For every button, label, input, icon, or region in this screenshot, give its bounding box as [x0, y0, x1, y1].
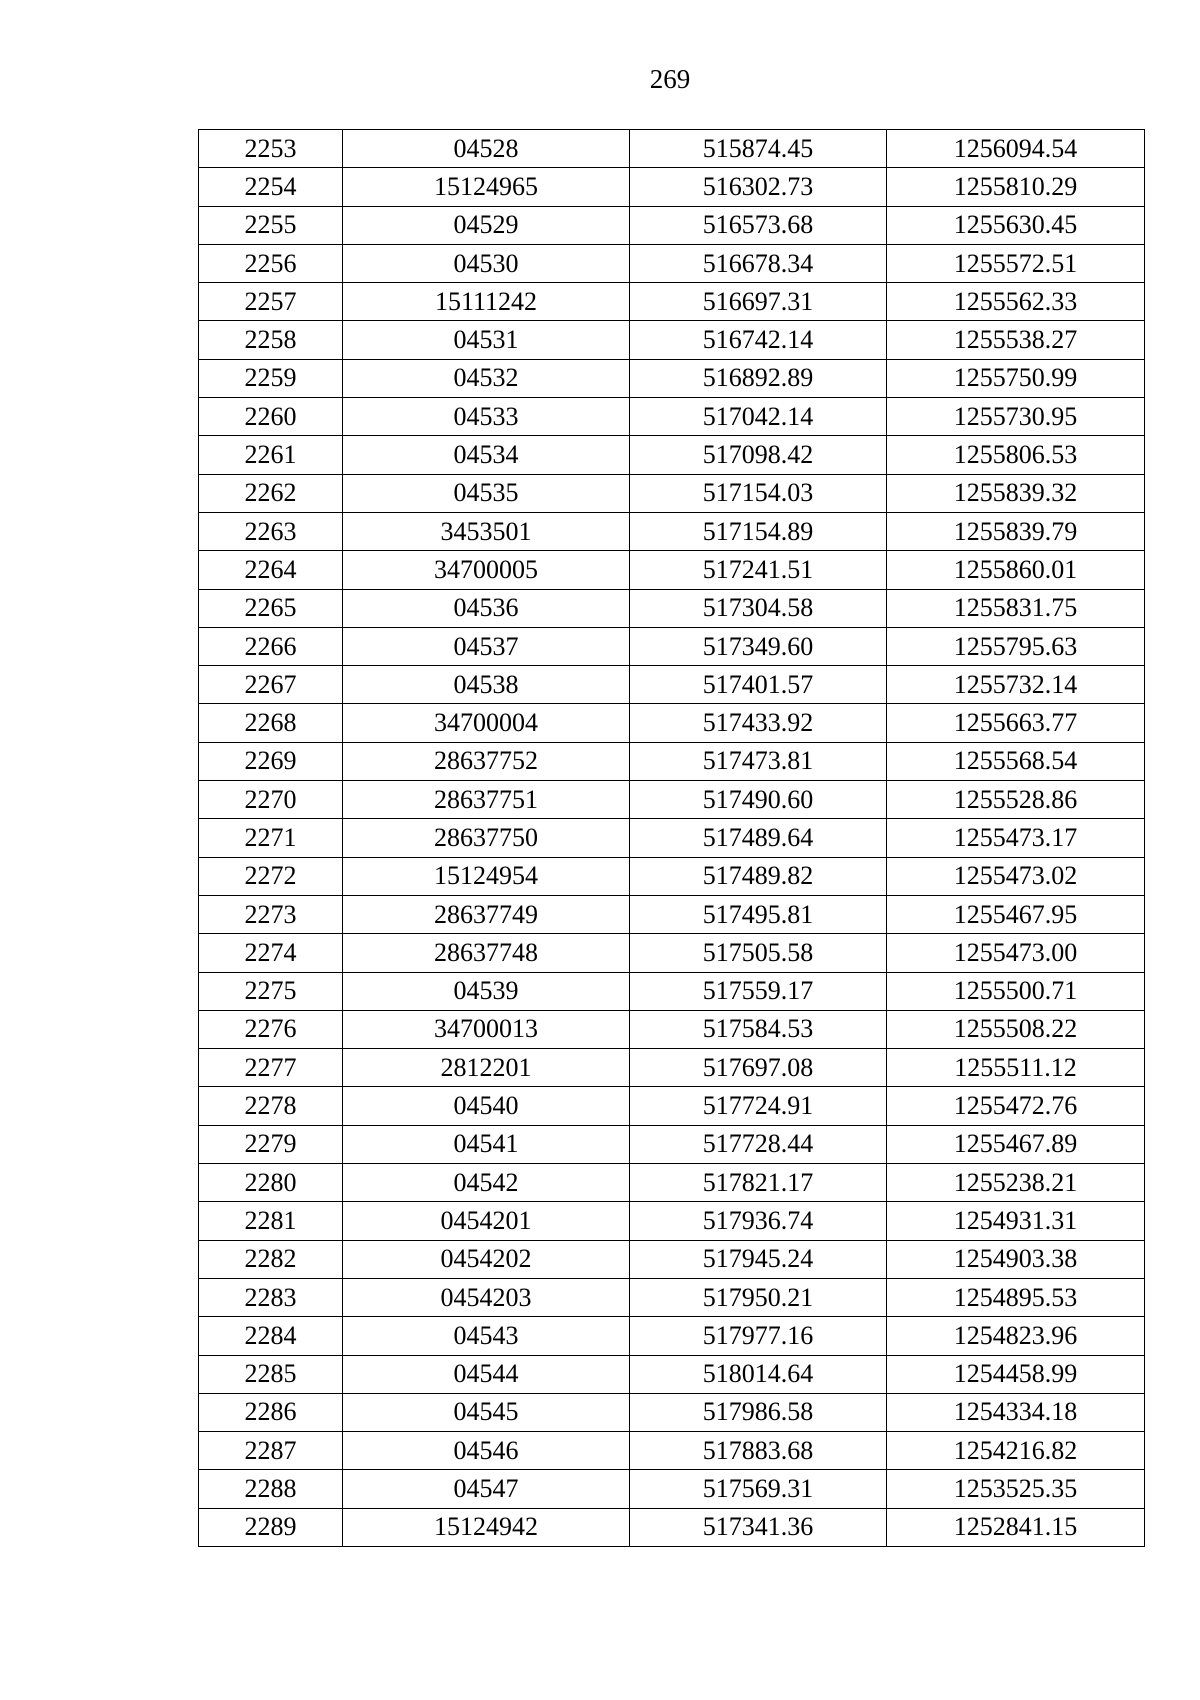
point-id-cell: 04544	[343, 1355, 630, 1393]
row-index-cell: 2261	[199, 436, 343, 474]
x-coordinate-cell: 517559.17	[630, 972, 887, 1010]
row-index-cell: 2270	[199, 781, 343, 819]
point-id-cell: 04529	[343, 206, 630, 244]
y-coordinate-cell: 1255750.99	[887, 359, 1145, 397]
table-row	[199, 436, 1145, 474]
table-row	[199, 359, 1145, 397]
table-row	[199, 168, 1145, 206]
row-index-cell: 2264	[199, 551, 343, 589]
point-id-cell: 04536	[343, 589, 630, 627]
y-coordinate-cell: 1255663.77	[887, 704, 1145, 742]
row-index-cell: 2279	[199, 1125, 343, 1163]
y-coordinate-cell: 1255511.12	[887, 1049, 1145, 1087]
table-row	[199, 1010, 1145, 1048]
row-index-cell: 2277	[199, 1049, 343, 1087]
row-index-cell: 2268	[199, 704, 343, 742]
table-row	[199, 704, 1145, 742]
point-id-cell: 34700005	[343, 551, 630, 589]
table-row	[199, 1278, 1145, 1316]
point-id-cell: 04546	[343, 1432, 630, 1470]
table-row	[199, 1125, 1145, 1163]
table-row	[199, 1049, 1145, 1087]
table-row	[199, 857, 1145, 895]
row-index-cell: 2289	[199, 1508, 343, 1546]
y-coordinate-cell: 1255473.00	[887, 934, 1145, 972]
x-coordinate-cell: 517724.91	[630, 1087, 887, 1125]
row-index-cell: 2260	[199, 398, 343, 436]
y-coordinate-cell: 1255528.86	[887, 781, 1145, 819]
point-id-cell: 3453501	[343, 512, 630, 550]
y-coordinate-cell: 1252841.15	[887, 1508, 1145, 1546]
x-coordinate-cell: 517950.21	[630, 1278, 887, 1316]
point-id-cell: 04539	[343, 972, 630, 1010]
table-row	[199, 1393, 1145, 1431]
table-row	[199, 551, 1145, 589]
y-coordinate-cell: 1255860.01	[887, 551, 1145, 589]
x-coordinate-cell: 517584.53	[630, 1010, 887, 1048]
table-row	[199, 627, 1145, 665]
point-id-cell: 28637752	[343, 742, 630, 780]
table-row	[199, 666, 1145, 704]
table-row	[199, 589, 1145, 627]
table-row	[199, 244, 1145, 282]
point-id-cell: 28637751	[343, 781, 630, 819]
table-row	[199, 283, 1145, 321]
table-row	[199, 1164, 1145, 1202]
table-row	[199, 206, 1145, 244]
x-coordinate-cell: 517495.81	[630, 895, 887, 933]
x-coordinate-cell: 517569.31	[630, 1470, 887, 1508]
table-row	[199, 1508, 1145, 1546]
table-body	[199, 130, 1145, 1547]
x-coordinate-cell: 517489.64	[630, 819, 887, 857]
x-coordinate-cell: 517986.58	[630, 1393, 887, 1431]
x-coordinate-cell: 517098.42	[630, 436, 887, 474]
x-coordinate-cell: 517821.17	[630, 1164, 887, 1202]
x-coordinate-cell: 517728.44	[630, 1125, 887, 1163]
point-id-cell: 04530	[343, 244, 630, 282]
x-coordinate-cell: 517304.58	[630, 589, 887, 627]
table-row	[199, 1432, 1145, 1470]
x-coordinate-cell: 518014.64	[630, 1355, 887, 1393]
row-index-cell: 2254	[199, 168, 343, 206]
table-row	[199, 321, 1145, 359]
x-coordinate-cell: 517490.60	[630, 781, 887, 819]
x-coordinate-cell: 517241.51	[630, 551, 887, 589]
row-index-cell: 2272	[199, 857, 343, 895]
point-id-cell: 04535	[343, 474, 630, 512]
point-id-cell: 28637749	[343, 895, 630, 933]
y-coordinate-cell: 1255467.95	[887, 895, 1145, 933]
x-coordinate-cell: 515874.45	[630, 130, 887, 168]
x-coordinate-cell: 516697.31	[630, 283, 887, 321]
x-coordinate-cell: 516892.89	[630, 359, 887, 397]
row-index-cell: 2281	[199, 1202, 343, 1240]
row-index-cell: 2263	[199, 512, 343, 550]
point-id-cell: 04533	[343, 398, 630, 436]
x-coordinate-cell: 517349.60	[630, 627, 887, 665]
point-id-cell: 04532	[343, 359, 630, 397]
x-coordinate-cell: 517341.36	[630, 1508, 887, 1546]
point-id-cell: 04543	[343, 1317, 630, 1355]
table-row	[199, 934, 1145, 972]
table-row	[199, 819, 1145, 857]
point-id-cell: 28637750	[343, 819, 630, 857]
y-coordinate-cell: 1255795.63	[887, 627, 1145, 665]
row-index-cell: 2269	[199, 742, 343, 780]
x-coordinate-cell: 517697.08	[630, 1049, 887, 1087]
y-coordinate-cell: 1255473.17	[887, 819, 1145, 857]
row-index-cell: 2285	[199, 1355, 343, 1393]
y-coordinate-cell: 1254903.38	[887, 1240, 1145, 1278]
table-row	[199, 130, 1145, 168]
row-index-cell: 2288	[199, 1470, 343, 1508]
point-id-cell: 34700013	[343, 1010, 630, 1048]
row-index-cell: 2255	[199, 206, 343, 244]
table-row	[199, 1317, 1145, 1355]
point-id-cell: 0454202	[343, 1240, 630, 1278]
y-coordinate-cell: 1255810.29	[887, 168, 1145, 206]
row-index-cell: 2253	[199, 130, 343, 168]
x-coordinate-cell: 517154.89	[630, 512, 887, 550]
row-index-cell: 2267	[199, 666, 343, 704]
x-coordinate-cell: 517883.68	[630, 1432, 887, 1470]
y-coordinate-cell: 1255562.33	[887, 283, 1145, 321]
x-coordinate-cell: 516678.34	[630, 244, 887, 282]
y-coordinate-cell: 1255508.22	[887, 1010, 1145, 1048]
y-coordinate-cell: 1255732.14	[887, 666, 1145, 704]
point-id-cell: 34700004	[343, 704, 630, 742]
row-index-cell: 2287	[199, 1432, 343, 1470]
table-row	[199, 1202, 1145, 1240]
row-index-cell: 2274	[199, 934, 343, 972]
row-index-cell: 2276	[199, 1010, 343, 1048]
x-coordinate-cell: 517154.03	[630, 474, 887, 512]
y-coordinate-cell: 1255500.71	[887, 972, 1145, 1010]
x-coordinate-cell: 517401.57	[630, 666, 887, 704]
row-index-cell: 2265	[199, 589, 343, 627]
point-id-cell: 04531	[343, 321, 630, 359]
table-row	[199, 512, 1145, 550]
x-coordinate-cell: 517945.24	[630, 1240, 887, 1278]
table-row	[199, 895, 1145, 933]
point-id-cell: 04547	[343, 1470, 630, 1508]
x-coordinate-cell: 517489.82	[630, 857, 887, 895]
row-index-cell: 2266	[199, 627, 343, 665]
y-coordinate-cell: 1255839.79	[887, 512, 1145, 550]
point-id-cell: 2812201	[343, 1049, 630, 1087]
y-coordinate-cell: 1254216.82	[887, 1432, 1145, 1470]
x-coordinate-cell: 517433.92	[630, 704, 887, 742]
row-index-cell: 2278	[199, 1087, 343, 1125]
y-coordinate-cell: 1255730.95	[887, 398, 1145, 436]
row-index-cell: 2284	[199, 1317, 343, 1355]
point-id-cell: 0454201	[343, 1202, 630, 1240]
x-coordinate-cell: 516573.68	[630, 206, 887, 244]
x-coordinate-cell: 516302.73	[630, 168, 887, 206]
point-id-cell: 04528	[343, 130, 630, 168]
row-index-cell: 2282	[199, 1240, 343, 1278]
row-index-cell: 2257	[199, 283, 343, 321]
point-id-cell: 04545	[343, 1393, 630, 1431]
y-coordinate-cell: 1255806.53	[887, 436, 1145, 474]
row-index-cell: 2271	[199, 819, 343, 857]
table-row	[199, 474, 1145, 512]
table-row	[199, 1240, 1145, 1278]
row-index-cell: 2275	[199, 972, 343, 1010]
x-coordinate-cell: 517042.14	[630, 398, 887, 436]
y-coordinate-cell: 1255831.75	[887, 589, 1145, 627]
row-index-cell: 2280	[199, 1164, 343, 1202]
y-coordinate-cell: 1255572.51	[887, 244, 1145, 282]
point-id-cell: 15124942	[343, 1508, 630, 1546]
table-row	[199, 1087, 1145, 1125]
point-id-cell: 04542	[343, 1164, 630, 1202]
y-coordinate-cell: 1254823.96	[887, 1317, 1145, 1355]
y-coordinate-cell: 1254895.53	[887, 1278, 1145, 1316]
y-coordinate-cell: 1256094.54	[887, 130, 1145, 168]
y-coordinate-cell: 1255473.02	[887, 857, 1145, 895]
x-coordinate-cell: 517977.16	[630, 1317, 887, 1355]
y-coordinate-cell: 1255238.21	[887, 1164, 1145, 1202]
row-index-cell: 2258	[199, 321, 343, 359]
table-row	[199, 781, 1145, 819]
row-index-cell: 2273	[199, 895, 343, 933]
x-coordinate-cell: 517505.58	[630, 934, 887, 972]
page-number: 269	[649, 64, 691, 94]
table-row	[199, 1355, 1145, 1393]
point-id-cell: 04540	[343, 1087, 630, 1125]
table-row	[199, 972, 1145, 1010]
table-row	[199, 742, 1145, 780]
y-coordinate-cell: 1255568.54	[887, 742, 1145, 780]
y-coordinate-cell: 1255472.76	[887, 1087, 1145, 1125]
point-id-cell: 0454203	[343, 1278, 630, 1316]
point-id-cell: 15124965	[343, 168, 630, 206]
y-coordinate-cell: 1254458.99	[887, 1355, 1145, 1393]
y-coordinate-cell: 1253525.35	[887, 1470, 1145, 1508]
y-coordinate-cell: 1254334.18	[887, 1393, 1145, 1431]
point-id-cell: 04534	[343, 436, 630, 474]
y-coordinate-cell: 1254931.31	[887, 1202, 1145, 1240]
y-coordinate-cell: 1255467.89	[887, 1125, 1145, 1163]
point-id-cell: 04537	[343, 627, 630, 665]
row-index-cell: 2259	[199, 359, 343, 397]
point-id-cell: 04541	[343, 1125, 630, 1163]
table-row	[199, 1470, 1145, 1508]
y-coordinate-cell: 1255839.32	[887, 474, 1145, 512]
row-index-cell: 2262	[199, 474, 343, 512]
point-id-cell: 15111242	[343, 283, 630, 321]
coordinates-table	[198, 129, 1145, 1547]
point-id-cell: 15124954	[343, 857, 630, 895]
y-coordinate-cell: 1255538.27	[887, 321, 1145, 359]
row-index-cell: 2283	[199, 1278, 343, 1316]
row-index-cell: 2286	[199, 1393, 343, 1431]
x-coordinate-cell: 517936.74	[630, 1202, 887, 1240]
x-coordinate-cell: 516742.14	[630, 321, 887, 359]
table-row	[199, 398, 1145, 436]
x-coordinate-cell: 517473.81	[630, 742, 887, 780]
row-index-cell: 2256	[199, 244, 343, 282]
point-id-cell: 28637748	[343, 934, 630, 972]
y-coordinate-cell: 1255630.45	[887, 206, 1145, 244]
point-id-cell: 04538	[343, 666, 630, 704]
